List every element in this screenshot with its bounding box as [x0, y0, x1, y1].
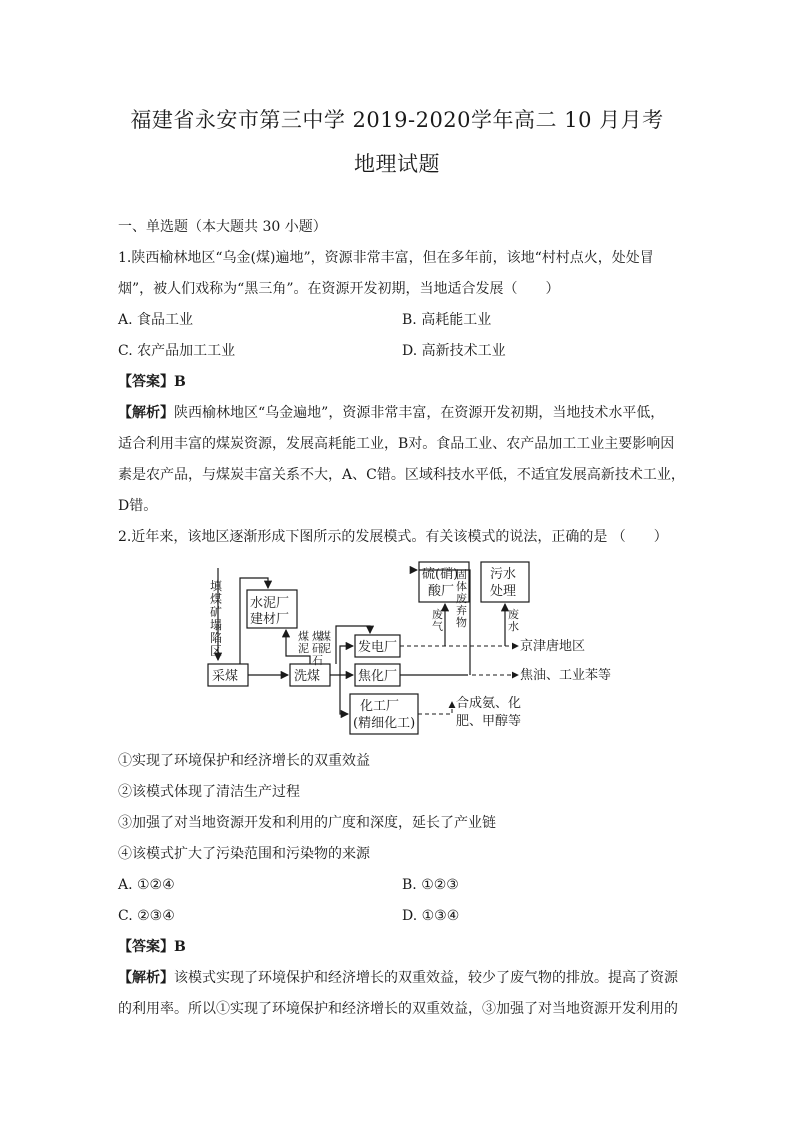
label-out-chem-1: 合成氨、化	[456, 696, 522, 711]
q2-statement-3: ③加强了对当地资源开发和利用的广度和深度，延长了产业链	[118, 815, 496, 831]
svg-text:煤: 煤	[298, 630, 309, 643]
q2-statement-1: ①实现了环境保护和经济增长的双重效益	[118, 753, 370, 769]
q2-statement-2: ②该模式体现了清洁生产过程	[118, 784, 300, 800]
label-building: 建材厂	[250, 612, 290, 627]
q1-analysis-line4: D错。	[118, 498, 158, 514]
q2-option-d: D. ①③④	[402, 908, 460, 924]
svg-text:矿: 矿	[210, 605, 223, 619]
label-out-chem-2: 肥、甲醇等	[456, 714, 522, 729]
svg-text:泥: 泥	[298, 642, 309, 655]
q1-answer: 【答案】B	[118, 374, 186, 390]
q2-analysis-line1	[118, 969, 688, 987]
q2-option-b: B. ①②③	[402, 877, 459, 893]
svg-text:固: 固	[456, 568, 467, 581]
svg-text:废: 废	[508, 608, 519, 621]
svg-text:煤: 煤	[312, 630, 323, 643]
q1-option-d: D. 高新技术工业	[402, 343, 506, 359]
svg-text:废: 废	[456, 592, 467, 605]
label-coking: 焦化厂	[358, 669, 398, 684]
section-heading: 一、单选题（本大题共 30 小题）	[118, 219, 327, 235]
q1-option-a: A. 食品工业	[118, 312, 194, 328]
q2-stem: 2.近年来，该地区逐渐形成下图所示的发展模式。有关该模式的说法，正确的是 （ ）	[118, 529, 668, 545]
svg-text:泥: 泥	[320, 642, 331, 655]
svg-text:气: 气	[432, 620, 443, 633]
exam-title: 福建省永安市第三中学 2019-2020学年高二 10 月月考	[130, 108, 664, 132]
svg-text:体: 体	[456, 580, 467, 593]
q1-analysis-line1	[118, 404, 688, 422]
exam-subtitle: 地理试题	[354, 152, 440, 176]
q1-stem-line1: 1.陕西榆林地区“乌金(煤)遍地”，资源非常丰富，但在多年前，该地“村村点火，处处冒	[118, 250, 654, 266]
label-sulfur-2: 酸厂	[428, 584, 455, 599]
q1-analysis-text1: 陕西榆林地区“乌金遍地”，资源非常丰富，在资源开发初期，当地技术水平低，	[174, 405, 665, 421]
label-sulfur-1: 硫(硝)	[422, 567, 459, 582]
svg-text:陷: 陷	[210, 631, 223, 645]
q2-analysis-text1: 该模式实现了环境保护和经济增长的双重效益，较少了废气物的排放。提高了资源	[174, 970, 678, 986]
q1-analysis-label: 【解析】	[118, 405, 174, 421]
q1-stem-line2: 烟”，被人们戏称为“黑三角”。在资源开发初期，当地适合发展（ ）	[118, 281, 560, 297]
q1-option-b: B. 高耗能工业	[402, 312, 492, 328]
q2-analysis-label: 【解析】	[118, 970, 174, 986]
coal-industry-diagram	[200, 560, 612, 738]
svg-text:矸: 矸	[312, 642, 323, 655]
q1-option-c: C. 农产品加工工业	[118, 343, 236, 359]
q1-analysis-line3: 素是农产品，与煤炭丰富关系不大，A、C错。区域科技水平低，不适宜发展高新技术工业，	[118, 467, 685, 483]
svg-text:区: 区	[210, 644, 223, 658]
label-cement: 水泥厂	[250, 596, 290, 611]
svg-text:水: 水	[508, 620, 519, 633]
q2-analysis-line2: 的利用率。所以①实现了环境保护和经济增长的双重效益，③加强了对当地资源开发利用的	[118, 1001, 678, 1017]
label-washing: 洗煤	[294, 669, 321, 684]
q2-option-a: A. ①②④	[118, 877, 175, 893]
svg-text:煤: 煤	[320, 630, 331, 643]
svg-text:物: 物	[456, 616, 467, 629]
label-chem-2: (精细化工)	[353, 716, 416, 731]
label-out-coking: 焦油、工业苯等	[520, 668, 612, 683]
q2-option-c: C. ②③④	[118, 908, 175, 924]
svg-text:废: 废	[432, 608, 443, 621]
svg-text:石: 石	[312, 654, 323, 667]
q1-analysis-line2: 适合利用丰富的煤炭资源，发展高耗能工业，B对。食品工业、农产品加工工业主要影响因	[118, 436, 675, 452]
label-sewage-2: 处理	[490, 584, 517, 599]
label-mining: 采煤	[212, 669, 239, 684]
svg-text:煤: 煤	[210, 592, 223, 606]
svg-text:弃: 弃	[456, 604, 467, 617]
label-fill-1: 填	[210, 579, 223, 593]
svg-text:塌: 塌	[210, 618, 223, 632]
label-sewage-1: 污水	[490, 567, 517, 582]
label-power: 发电厂	[358, 640, 398, 655]
label-chem-1: 化工厂	[360, 699, 400, 714]
q2-answer: 【答案】B	[118, 939, 186, 955]
q2-statement-4: ④该模式扩大了污染范围和污染物的来源	[118, 846, 370, 862]
label-out-power: 京津唐地区	[520, 639, 586, 654]
